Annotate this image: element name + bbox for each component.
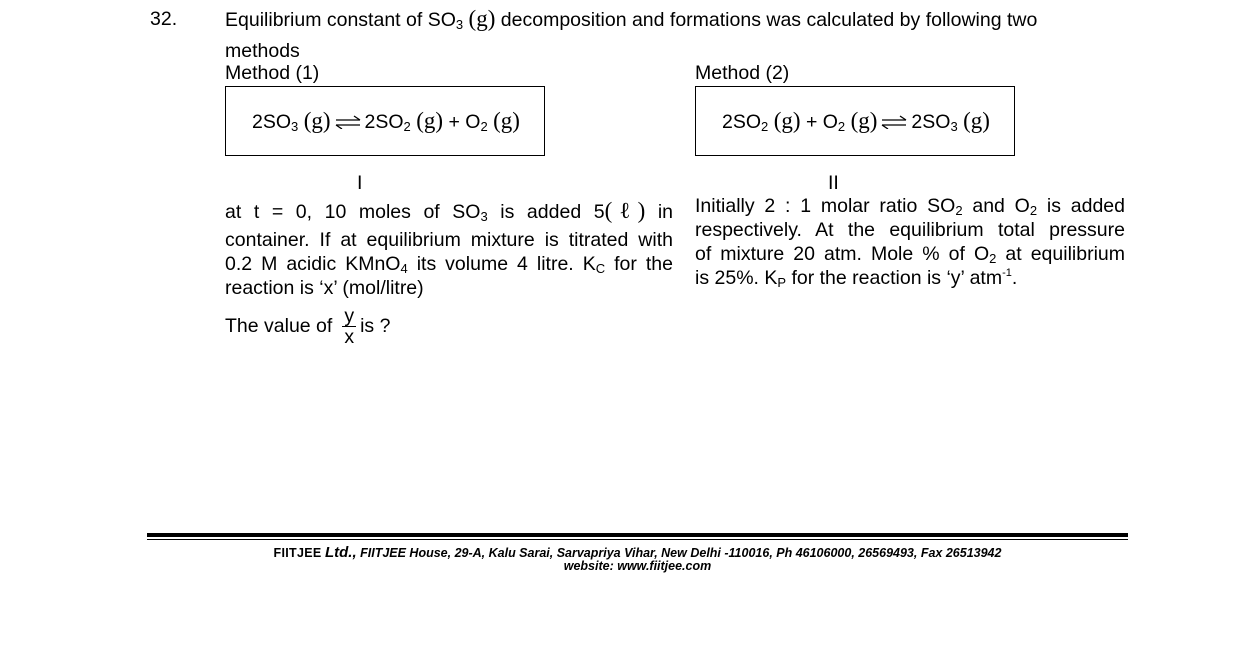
method-2-line-1: Initially 2 : 1 molar ratio $SO_2$ and $O_2$ is added (695, 195, 1125, 218)
method-2-equation-box (695, 86, 1015, 156)
method-2-line-3: of mixture 20 atm. Mole % of $O_2$ at equilibrium (695, 243, 1125, 266)
method-2-heading: Method (2) (695, 62, 790, 84)
method-1-line-3: 0.2 M acidic KMnO$_4$ its volume 4 litre. $K_C$ for the (225, 253, 673, 276)
method-2-line-4: is 25%. $K_P$ for the reaction is ‘y’ atm$^{-1}$. (695, 267, 1018, 290)
prompt-text: The value of (225, 315, 333, 337)
method-2-description (695, 194, 1125, 290)
method-2-equation: $2SO_2$ $(g) + O_2$ (g) $2SO_3$ (g) (722, 108, 990, 134)
stem-text-a: Equilibrium constant of (225, 9, 423, 31)
method-1-description (225, 196, 673, 300)
prompt-suffix: is ? (360, 315, 391, 337)
footer-address-text: FIITJEE House, 29-A, Kalu Sarai, Sarvapriya Vihar, New Delhi -110016, Ph 46106000, 26569493, Fax 26513942 (360, 546, 1002, 560)
stem-text-b: decomposition and formations was calculated by following two (500, 9, 1038, 31)
method-1-line-2: container. If at equilibrium mixture is titrated with (225, 229, 673, 251)
method-1-equation-box (225, 86, 545, 156)
footer-rule-thick (147, 533, 1128, 537)
method-1-equation: $2SO_3$ (g) $2SO_2$ $(g) + O_2$ (g) (252, 108, 520, 134)
stem-species: $SO_3$ (g) (427, 6, 496, 32)
footer-brand: FIITJEE (273, 546, 322, 560)
method-1-line-1: at t = 0, 10 moles of $SO_3$ is added 5(ℓ) in (225, 198, 674, 224)
method-1-line-4: reaction is ‘x’ (mol/litre) (225, 277, 424, 299)
question-stem (225, 7, 1125, 63)
question-prompt (225, 306, 390, 347)
fraction-y-over-x: $\frac{y}{x}$ (344, 305, 355, 348)
method-2-line-2: respectively. At the equilibrium total pressure (695, 219, 1125, 241)
equilibrium-arrow-icon (881, 115, 907, 129)
footer-ltd: Ltd., (324, 544, 357, 561)
method-1-heading: Method (1) (225, 62, 320, 84)
question-number: 32. (150, 8, 178, 30)
footer-website: website: www.fiitjee.com (563, 559, 712, 573)
method-1-label: I (357, 172, 363, 194)
footer-rule-thin (147, 539, 1128, 540)
method-2-label: II (828, 172, 839, 194)
equilibrium-arrow-icon (335, 115, 361, 129)
stem-text-line2: methods (225, 40, 300, 62)
